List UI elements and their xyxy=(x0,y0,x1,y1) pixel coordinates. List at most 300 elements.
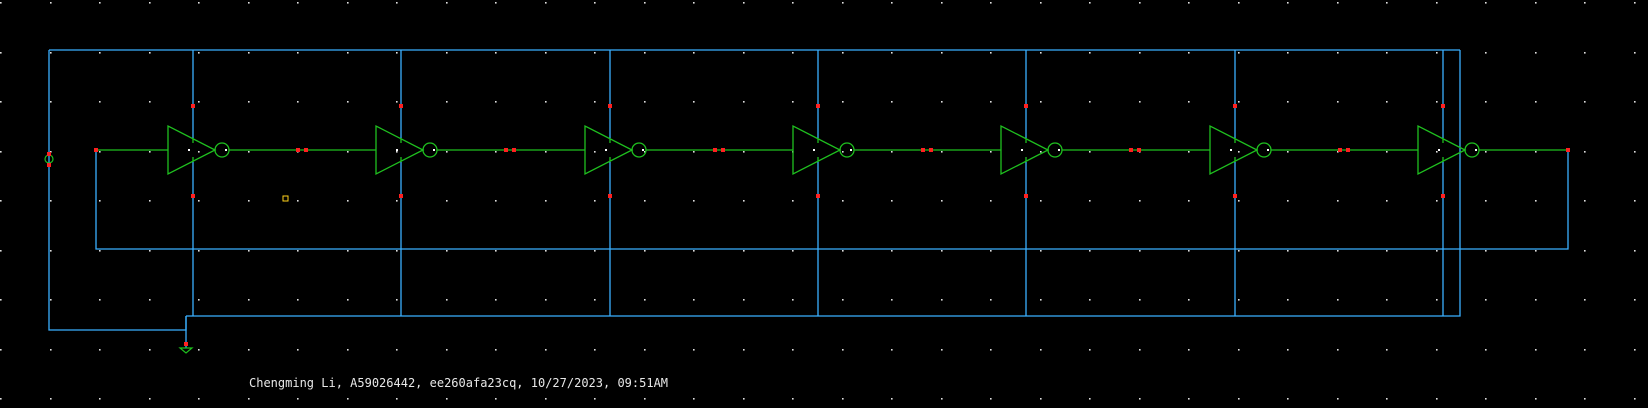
grid-dot xyxy=(545,52,547,54)
gnd-pin xyxy=(191,194,195,198)
grid-dot xyxy=(446,398,448,400)
grid-dot xyxy=(1139,101,1141,103)
net-pin xyxy=(1338,148,1342,152)
inverter-center-dot xyxy=(605,149,607,151)
grid-dot xyxy=(1188,299,1190,301)
grid-dot xyxy=(248,101,250,103)
grid-dot xyxy=(941,151,943,153)
grid-dot xyxy=(693,349,695,351)
vdd-pin xyxy=(1441,104,1445,108)
inverter-center-dot xyxy=(1021,149,1023,151)
gnd-pin xyxy=(1024,194,1028,198)
grid-dot xyxy=(347,200,349,202)
grid-dot xyxy=(297,299,299,301)
grid-dot xyxy=(1584,299,1586,301)
grid-dot xyxy=(149,151,151,153)
grid-dot xyxy=(1485,101,1487,103)
grid-dot xyxy=(1287,299,1289,301)
grid-dot xyxy=(1584,349,1586,351)
inverter-out-dot xyxy=(1058,149,1060,151)
source-pin-bottom xyxy=(47,163,51,167)
grid-dot xyxy=(644,200,646,202)
grid-dot xyxy=(396,299,398,301)
grid-dot xyxy=(842,299,844,301)
grid-dot xyxy=(743,200,745,202)
grid-dot xyxy=(1386,250,1388,252)
grid-dot xyxy=(50,52,52,54)
grid-dot xyxy=(50,250,52,252)
grid-dot xyxy=(1040,299,1042,301)
grid-dot xyxy=(693,2,695,4)
input-pin xyxy=(94,148,98,152)
grid-dot xyxy=(248,250,250,252)
grid-dot xyxy=(99,299,101,301)
grid-dot xyxy=(990,2,992,4)
grid-dot xyxy=(1238,349,1240,351)
grid-dot xyxy=(1337,250,1339,252)
grid-dot xyxy=(1287,151,1289,153)
grid-dot xyxy=(842,2,844,4)
grid-dot xyxy=(941,200,943,202)
grid-dot xyxy=(347,151,349,153)
grid-dot xyxy=(891,101,893,103)
grid-dot xyxy=(1535,299,1537,301)
grid-dot xyxy=(50,2,52,4)
grid-dot xyxy=(743,299,745,301)
grid-dot xyxy=(347,349,349,351)
grid-dot xyxy=(1337,349,1339,351)
grid-dot xyxy=(1535,52,1537,54)
source-pin-top xyxy=(47,152,51,156)
grid-dot xyxy=(1040,151,1042,153)
grid-dot xyxy=(842,250,844,252)
grid-dot xyxy=(1188,101,1190,103)
grid-dot xyxy=(1337,52,1339,54)
ground-pin xyxy=(184,342,188,346)
grid-dot xyxy=(1040,200,1042,202)
grid-dot xyxy=(1386,52,1388,54)
grid-dot xyxy=(396,250,398,252)
grid-dot xyxy=(941,2,943,4)
grid-dot xyxy=(891,200,893,202)
grid-dot xyxy=(1634,250,1636,252)
grid-dot xyxy=(1139,200,1141,202)
vdd-pin xyxy=(191,104,195,108)
grid-dot xyxy=(1040,250,1042,252)
grid-dot xyxy=(50,101,52,103)
grid-dot xyxy=(1287,2,1289,4)
grid-dot xyxy=(1485,2,1487,4)
grid-dot xyxy=(1436,200,1438,202)
grid-dot xyxy=(446,250,448,252)
grid-dot xyxy=(1485,200,1487,202)
grid-dot xyxy=(1188,250,1190,252)
grid-dot xyxy=(446,151,448,153)
grid-dot xyxy=(644,250,646,252)
grid-dot xyxy=(198,299,200,301)
grid-dot xyxy=(347,2,349,4)
net-pin xyxy=(721,148,725,152)
inverter-center-dot xyxy=(1438,149,1440,151)
grid-dot xyxy=(1188,2,1190,4)
grid-dot xyxy=(1436,250,1438,252)
grid-dot xyxy=(1089,398,1091,400)
grid-dot xyxy=(99,200,101,202)
grid-dot xyxy=(1634,200,1636,202)
grid-dot xyxy=(0,52,2,54)
grid-dot xyxy=(396,200,398,202)
grid-dot xyxy=(1337,101,1339,103)
grid-dot xyxy=(149,398,151,400)
grid-dot xyxy=(297,200,299,202)
grid-dot xyxy=(0,299,2,301)
grid-dot xyxy=(1188,200,1190,202)
grid-dot xyxy=(1634,349,1636,351)
grid-dot xyxy=(1040,398,1042,400)
grid-dot xyxy=(149,349,151,351)
grid-dot xyxy=(347,52,349,54)
grid-dot xyxy=(1634,2,1636,4)
grid-dot xyxy=(1436,349,1438,351)
grid-dot xyxy=(941,299,943,301)
grid-dot xyxy=(941,250,943,252)
grid-dot xyxy=(792,250,794,252)
inverter-center-dot xyxy=(396,149,398,151)
grid-dot xyxy=(545,299,547,301)
grid-dot xyxy=(1485,52,1487,54)
inverter-center-dot xyxy=(813,149,815,151)
grid-dot xyxy=(792,2,794,4)
inverter-out-dot xyxy=(225,149,227,151)
grid-dot xyxy=(198,101,200,103)
grid-dot xyxy=(0,101,2,103)
grid-dot xyxy=(149,200,151,202)
grid-dot xyxy=(1188,398,1190,400)
grid-dot xyxy=(1089,151,1091,153)
grid-dot xyxy=(0,2,2,4)
grid-dot xyxy=(1287,101,1289,103)
grid-dot xyxy=(545,398,547,400)
grid-dot xyxy=(545,349,547,351)
grid-dot xyxy=(396,2,398,4)
grid-dot xyxy=(1238,52,1240,54)
vdd-pin xyxy=(1024,104,1028,108)
net-pin xyxy=(296,148,300,152)
grid-dot xyxy=(1436,52,1438,54)
grid-dot xyxy=(1139,52,1141,54)
vdd-pin xyxy=(399,104,403,108)
grid-dot xyxy=(1238,200,1240,202)
grid-dot xyxy=(149,2,151,4)
grid-dot xyxy=(1089,250,1091,252)
grid-dot xyxy=(198,349,200,351)
grid-dot xyxy=(248,349,250,351)
vdd-pin xyxy=(608,104,612,108)
grid-dot xyxy=(248,52,250,54)
grid-dot xyxy=(693,151,695,153)
vdd-pin xyxy=(816,104,820,108)
gnd-pin xyxy=(1233,194,1237,198)
grid-dot xyxy=(495,250,497,252)
grid-dot xyxy=(842,101,844,103)
grid-dot xyxy=(842,151,844,153)
grid-dot xyxy=(743,151,745,153)
vdd-pin xyxy=(1233,104,1237,108)
grid-dot xyxy=(941,101,943,103)
grid-dot xyxy=(0,200,2,202)
grid-dot xyxy=(495,52,497,54)
grid-dot xyxy=(1287,398,1289,400)
grid-dot xyxy=(99,101,101,103)
grid-dot xyxy=(1238,299,1240,301)
inverter-out-dot xyxy=(1267,149,1269,151)
grid-dot xyxy=(792,200,794,202)
grid-dot xyxy=(1040,349,1042,351)
grid-dot xyxy=(1238,101,1240,103)
grid-dot xyxy=(99,250,101,252)
grid-dot xyxy=(1436,299,1438,301)
grid-dot xyxy=(1584,200,1586,202)
grid-dot xyxy=(297,250,299,252)
grid-dot xyxy=(792,101,794,103)
grid-dot xyxy=(990,101,992,103)
grid-dot xyxy=(1287,200,1289,202)
grid-dot xyxy=(1535,398,1537,400)
grid-dot xyxy=(1485,299,1487,301)
grid-dot xyxy=(1634,398,1636,400)
grid-dot xyxy=(1287,250,1289,252)
grid-dot xyxy=(495,2,497,4)
grid-dot xyxy=(990,52,992,54)
grid-dot xyxy=(1089,349,1091,351)
grid-dot xyxy=(1188,349,1190,351)
grid-dot xyxy=(792,299,794,301)
grid-dot xyxy=(1139,250,1141,252)
grid-dot xyxy=(1139,299,1141,301)
grid-dot xyxy=(1337,299,1339,301)
grid-dot xyxy=(1089,200,1091,202)
grid-dot xyxy=(0,151,2,153)
schematic-caption: Chengming Li, A59026442, ee260afa23cq, 10/27/2023, 09:51AM xyxy=(249,376,669,390)
grid-dot xyxy=(149,101,151,103)
grid-dot xyxy=(248,151,250,153)
grid-dot xyxy=(743,398,745,400)
grid-dot xyxy=(1436,2,1438,4)
grid-dot xyxy=(198,151,200,153)
grid-dot xyxy=(1535,250,1537,252)
grid-dot xyxy=(248,398,250,400)
grid-dot xyxy=(1584,101,1586,103)
net-pin xyxy=(929,148,933,152)
net-pin xyxy=(1346,148,1350,152)
grid-dot xyxy=(446,2,448,4)
grid-dot xyxy=(891,2,893,4)
grid-dot xyxy=(446,349,448,351)
grid-dot xyxy=(1436,398,1438,400)
net-pin xyxy=(504,148,508,152)
grid-dot xyxy=(1139,2,1141,4)
grid-dot xyxy=(1089,299,1091,301)
grid-dot xyxy=(1139,349,1141,351)
grid-dot xyxy=(1535,200,1537,202)
grid-dot xyxy=(891,398,893,400)
grid-dot xyxy=(941,398,943,400)
grid-dot xyxy=(990,250,992,252)
grid-dot xyxy=(1535,349,1537,351)
gnd-pin xyxy=(816,194,820,198)
grid-dot xyxy=(891,349,893,351)
grid-dot xyxy=(990,200,992,202)
grid-dot xyxy=(495,101,497,103)
inverter-center-dot xyxy=(188,149,190,151)
grid-dot xyxy=(50,200,52,202)
grid-dot xyxy=(1238,151,1240,153)
grid-dot xyxy=(891,52,893,54)
grid-dot xyxy=(50,398,52,400)
grid-dot xyxy=(545,200,547,202)
gnd-pin xyxy=(399,194,403,198)
grid-dot xyxy=(1485,398,1487,400)
grid-dot xyxy=(495,200,497,202)
grid-dot xyxy=(990,151,992,153)
grid-dot xyxy=(743,250,745,252)
grid-dot xyxy=(594,398,596,400)
grid-dot xyxy=(248,299,250,301)
net-pin xyxy=(512,148,516,152)
grid-dot xyxy=(347,299,349,301)
grid-dot xyxy=(297,2,299,4)
grid-dot xyxy=(990,349,992,351)
grid-dot xyxy=(248,2,250,4)
grid-dot xyxy=(743,101,745,103)
grid-dot xyxy=(198,398,200,400)
grid-dot xyxy=(446,200,448,202)
grid-dot xyxy=(396,151,398,153)
grid-dot xyxy=(594,200,596,202)
grid-dot xyxy=(1436,151,1438,153)
grid-dot xyxy=(1386,398,1388,400)
grid-dot xyxy=(495,349,497,351)
grid-dot xyxy=(644,299,646,301)
grid-dot xyxy=(198,52,200,54)
grid-dot xyxy=(693,52,695,54)
grid-dot xyxy=(198,2,200,4)
grid-dot xyxy=(1584,2,1586,4)
net-pin xyxy=(1129,148,1133,152)
grid-dot xyxy=(842,349,844,351)
grid-dot xyxy=(891,151,893,153)
grid-dot xyxy=(792,52,794,54)
grid-dot xyxy=(1584,250,1586,252)
grid-dot xyxy=(743,2,745,4)
grid-dot xyxy=(1386,101,1388,103)
gnd-pin xyxy=(608,194,612,198)
grid-dot xyxy=(297,52,299,54)
grid-dot xyxy=(1139,398,1141,400)
grid-dot xyxy=(990,398,992,400)
grid-dot xyxy=(297,349,299,351)
grid-dot xyxy=(1634,101,1636,103)
grid-dot xyxy=(1188,151,1190,153)
grid-dot xyxy=(1634,52,1636,54)
grid-dot xyxy=(941,349,943,351)
output-pin xyxy=(1566,148,1570,152)
grid-dot xyxy=(1238,398,1240,400)
grid-dot xyxy=(1287,52,1289,54)
grid-dot xyxy=(594,299,596,301)
grid-dot xyxy=(99,398,101,400)
grid-dot xyxy=(644,101,646,103)
grid-dot xyxy=(792,349,794,351)
grid-dot xyxy=(1089,52,1091,54)
net-pin xyxy=(921,148,925,152)
grid-dot xyxy=(1040,52,1042,54)
grid-dot xyxy=(99,151,101,153)
grid-dot xyxy=(693,299,695,301)
grid-dot xyxy=(594,52,596,54)
grid-dot xyxy=(644,349,646,351)
grid-dot xyxy=(594,2,596,4)
grid-dot xyxy=(1040,101,1042,103)
grid-dot xyxy=(594,250,596,252)
grid-dot xyxy=(0,349,2,351)
grid-dot xyxy=(50,299,52,301)
grid-dot xyxy=(1089,101,1091,103)
grid-dot xyxy=(396,52,398,54)
grid-dot xyxy=(347,398,349,400)
grid-dot xyxy=(644,398,646,400)
grid-dot xyxy=(1238,250,1240,252)
grid-dot xyxy=(149,299,151,301)
grid-dot xyxy=(693,200,695,202)
grid-dot xyxy=(1584,398,1586,400)
grid-dot xyxy=(1485,250,1487,252)
net-pin xyxy=(1137,148,1141,152)
grid-dot xyxy=(1584,151,1586,153)
grid-dot xyxy=(842,200,844,202)
grid-dot xyxy=(545,101,547,103)
grid-dot xyxy=(1386,2,1388,4)
grid-dot xyxy=(0,398,2,400)
grid-dot xyxy=(644,52,646,54)
grid-dot xyxy=(99,349,101,351)
grid-dot xyxy=(1089,2,1091,4)
grid-dot xyxy=(495,151,497,153)
grid-dot xyxy=(297,101,299,103)
grid-dot xyxy=(545,2,547,4)
grid-dot xyxy=(149,52,151,54)
grid-dot xyxy=(891,299,893,301)
grid-dot xyxy=(1337,398,1339,400)
grid-dot xyxy=(446,299,448,301)
grid-dot xyxy=(1386,299,1388,301)
inverter-out-dot xyxy=(850,149,852,151)
grid-dot xyxy=(396,398,398,400)
grid-dot xyxy=(347,101,349,103)
inverter-out-dot xyxy=(642,149,644,151)
grid-dot xyxy=(1634,299,1636,301)
inverter-center-dot xyxy=(1230,149,1232,151)
gnd-pin xyxy=(1441,194,1445,198)
grid-dot xyxy=(594,151,596,153)
grid-dot xyxy=(0,250,2,252)
grid-dot xyxy=(446,52,448,54)
grid-dot xyxy=(1386,349,1388,351)
grid-dot xyxy=(1584,52,1586,54)
grid-dot xyxy=(1485,349,1487,351)
grid-dot xyxy=(545,250,547,252)
grid-dot xyxy=(1337,2,1339,4)
